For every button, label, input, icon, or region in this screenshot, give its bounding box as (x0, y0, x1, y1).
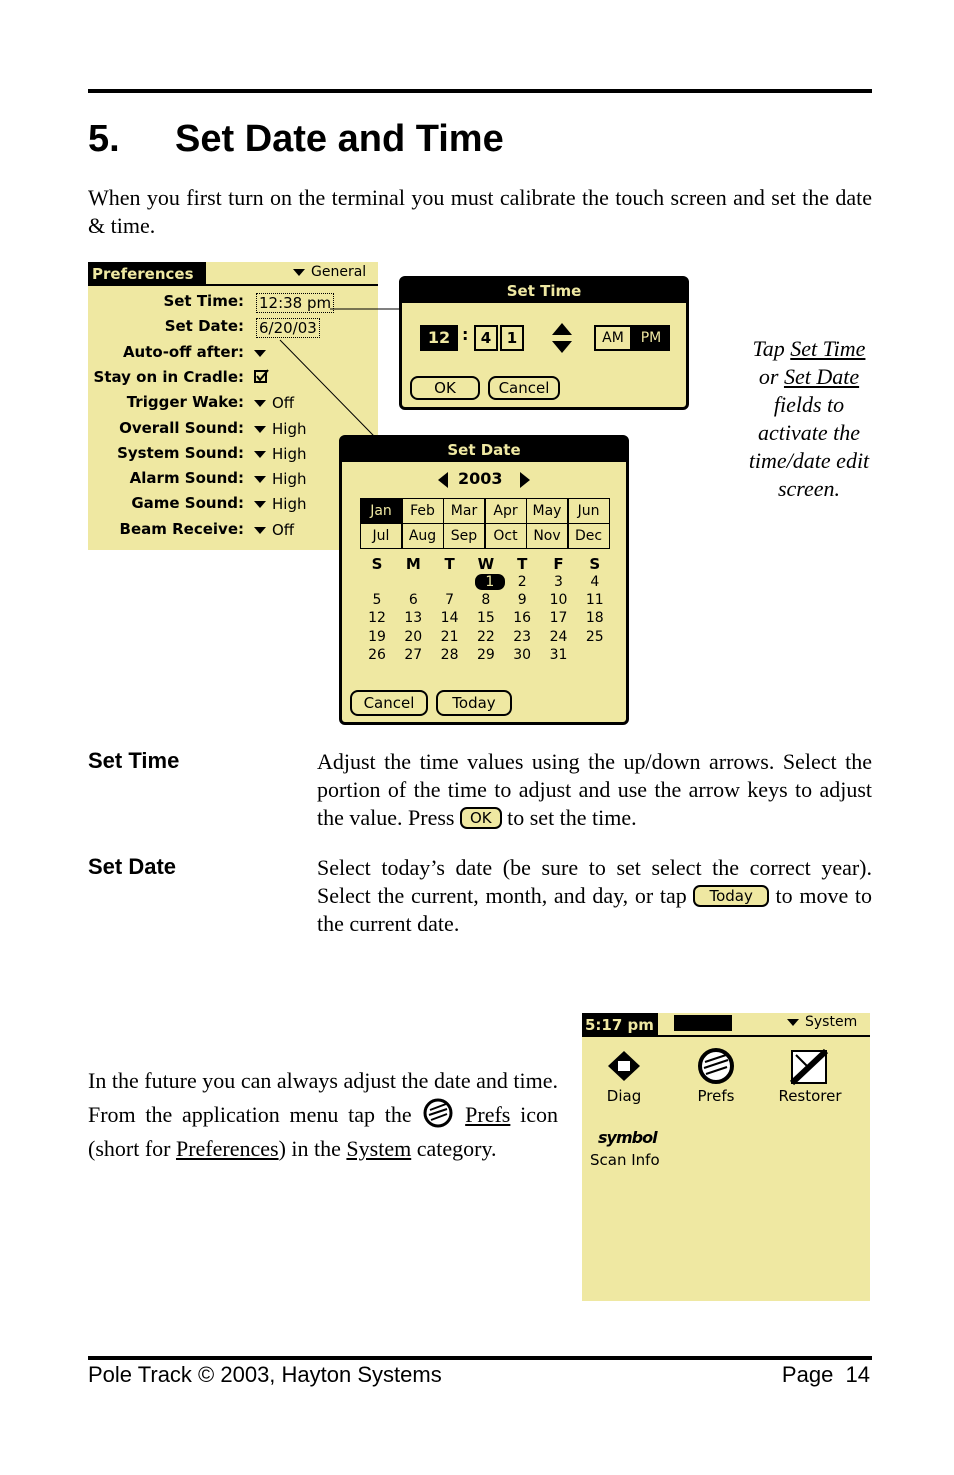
weekday-header: M (405, 555, 421, 573)
dropdown-icon (787, 1019, 799, 1026)
page-title: Set Date and Time (175, 118, 504, 160)
inline-ok-button: OK (460, 807, 502, 829)
weekday-header: S (589, 555, 601, 573)
preference-value: High (272, 419, 307, 438)
month-sep[interactable]: Sep (443, 523, 485, 549)
calendar-day[interactable]: 14 (440, 610, 459, 627)
am-toggle[interactable]: AM (594, 325, 632, 351)
preference-label: Set Time: (163, 292, 244, 310)
month-dec[interactable]: Dec (568, 523, 610, 549)
up-down-arrows-icon[interactable] (550, 321, 574, 355)
preference-value: Off (272, 394, 295, 413)
calendar-day[interactable]: 5 (372, 592, 382, 609)
next-year-icon[interactable] (518, 470, 532, 490)
preferences-title: Preferences (88, 262, 206, 286)
calendar-day[interactable]: 15 (476, 610, 495, 627)
calendar-day[interactable]: 9 (517, 592, 527, 609)
set-date-term: Set Date (88, 854, 177, 879)
preference-label: Stay on in Cradle: (93, 367, 244, 386)
calendar-day[interactable]: 12 (368, 610, 386, 627)
calendar-day[interactable]: 23 (513, 628, 532, 645)
preference-label: Overall Sound: (119, 418, 244, 437)
calendar-day[interactable]: 10 (549, 592, 568, 609)
callout-text: Tap Set Time or Set Date fields to activate the time/date edit screen. (748, 336, 870, 501)
calendar-day[interactable]: 29 (476, 646, 495, 663)
weekday-header: T (444, 555, 455, 573)
calendar-day[interactable]: 22 (476, 628, 495, 645)
footer-rule (88, 1356, 872, 1360)
selected-day[interactable]: 1 (475, 574, 505, 590)
preference-value: Off (272, 520, 295, 539)
app-prefs-label: Prefs (697, 1087, 735, 1105)
preferences-link: Preferences (175, 1136, 279, 1161)
section-number: 5. (88, 118, 120, 160)
restorer-icon[interactable] (788, 1047, 830, 1087)
month-mar[interactable]: Mar (443, 498, 485, 524)
launcher-screen (582, 1013, 870, 1301)
prev-year-icon[interactable] (436, 470, 450, 490)
set-time-title: Set Time (402, 279, 686, 303)
year-label: 2003 (458, 469, 503, 488)
set-date-field[interactable]: 6/20/03 (256, 318, 320, 338)
preference-label: Game Sound: (131, 494, 244, 513)
month-feb[interactable]: Feb (402, 498, 444, 524)
calendar-day[interactable]: 19 (368, 628, 386, 645)
month-jun[interactable]: Jun (568, 498, 610, 524)
hour-field[interactable]: 12 (420, 325, 458, 351)
month-oct[interactable]: Oct (485, 523, 527, 549)
page-number: Page 14 (781, 1362, 870, 1387)
launcher-category[interactable]: System (787, 1014, 857, 1030)
calendar-day[interactable]: 8 (481, 592, 491, 609)
calendar-day[interactable]: 16 (513, 610, 532, 627)
battery-icon (674, 1015, 732, 1031)
preference-label: System Sound: (117, 443, 244, 462)
system-link: System (346, 1136, 412, 1161)
calendar-day[interactable]: 7 (445, 592, 455, 609)
set-date-dialog (339, 435, 629, 725)
calendar-day[interactable]: 24 (549, 628, 568, 645)
app-diag-label: Diag (606, 1087, 642, 1105)
calendar-day[interactable]: 30 (513, 646, 532, 663)
footer-copyright: Pole Track © 2003, Hayton Systems (88, 1362, 442, 1387)
month-may[interactable]: May (526, 498, 568, 524)
preference-label: Alarm Sound: (129, 469, 244, 488)
diag-icon[interactable] (606, 1049, 642, 1083)
month-apr[interactable]: Apr (485, 498, 527, 524)
weekday-header: W (477, 555, 495, 573)
preference-label: Set Date: (164, 317, 244, 336)
calendar-day[interactable]: 31 (549, 646, 568, 663)
prefs-link: Prefs (465, 1102, 511, 1127)
date-cancel-button[interactable]: Cancel (350, 690, 428, 716)
app-restorer-label: Restorer (778, 1087, 842, 1105)
month-aug[interactable]: Aug (402, 523, 444, 549)
calendar-day[interactable]: 25 (585, 628, 604, 645)
month-jan[interactable]: Jan (360, 498, 402, 524)
calendar-day[interactable]: 18 (585, 610, 604, 627)
month-jul[interactable]: Jul (360, 523, 402, 549)
calendar-day[interactable]: 26 (368, 646, 386, 663)
calendar-day[interactable]: 2 (517, 574, 527, 590)
calendar-day[interactable]: 11 (585, 592, 604, 609)
calendar-day[interactable]: 20 (404, 628, 423, 645)
prefs-icon (421, 1098, 455, 1128)
calendar-day[interactable]: 27 (404, 646, 423, 663)
today-button[interactable]: Today (436, 690, 512, 716)
ok-button[interactable]: OK (410, 376, 480, 400)
preference-label: Beam Receive: (119, 519, 244, 538)
set-time-field[interactable]: 12:38 pm (256, 293, 334, 313)
minute-tens-field[interactable]: 4 (474, 325, 498, 351)
calendar-day[interactable]: 4 (590, 574, 600, 590)
app-scan-info-label[interactable]: Scan Info (590, 1151, 660, 1169)
inline-today-button: Today (693, 885, 768, 907)
prefs-app-icon[interactable] (696, 1047, 736, 1085)
clock-label: 5:17 pm (582, 1013, 658, 1037)
category-label: General (311, 264, 367, 280)
set-date-description: Select today’s date (be sure to set select the correct year). Select the current, month, and day, or tap Today to move to the current date. (317, 855, 873, 936)
set-time-link[interactable]: Set Time (790, 336, 866, 361)
month-nov[interactable]: Nov (526, 523, 568, 549)
preference-label: Trigger Wake: (126, 393, 244, 412)
set-time-term: Set Time (88, 748, 180, 773)
preference-label: Auto-off after: (122, 342, 244, 361)
weekday-header: T (517, 555, 528, 573)
set-time-description: Adjust the time values using the up/down arrows. Select the portion of the time to adjust and use the arrow keys to adjust the value. Press OK to set the time. (317, 749, 872, 830)
calendar-day[interactable]: 21 (440, 628, 459, 645)
calendar-day[interactable]: 28 (440, 646, 459, 663)
pm-toggle[interactable]: PM (632, 325, 670, 351)
minute-ones-field[interactable]: 1 (500, 325, 524, 351)
calendar-day[interactable]: 6 (408, 592, 418, 609)
weekday-header: S (371, 555, 383, 573)
calendar-day[interactable]: 17 (549, 610, 568, 627)
preference-value: High (272, 495, 307, 514)
weekday-header: F (553, 555, 564, 573)
preference-value: High (272, 470, 307, 489)
set-date-title: Set Date (342, 438, 626, 462)
set-date-link[interactable]: Set Date (783, 364, 860, 389)
calendar-day[interactable]: 13 (404, 610, 423, 627)
symbol-logo: symbol (598, 1128, 657, 1147)
set-time-dialog: Set Time 12 : 4 1 AM PM OK Cancel (399, 276, 689, 410)
preference-value: High (272, 444, 307, 463)
calendar-day[interactable]: 3 (554, 574, 563, 590)
intro-paragraph: When you first turn on the terminal you must calibrate the touch screen and set the date & time. (88, 185, 872, 238)
cancel-button[interactable]: Cancel (488, 376, 560, 400)
future-paragraph: In the future you can always adjust the date and time. From the application menu tap the Prefs icon (short for Preferences) in the System category. (88, 1068, 559, 1161)
